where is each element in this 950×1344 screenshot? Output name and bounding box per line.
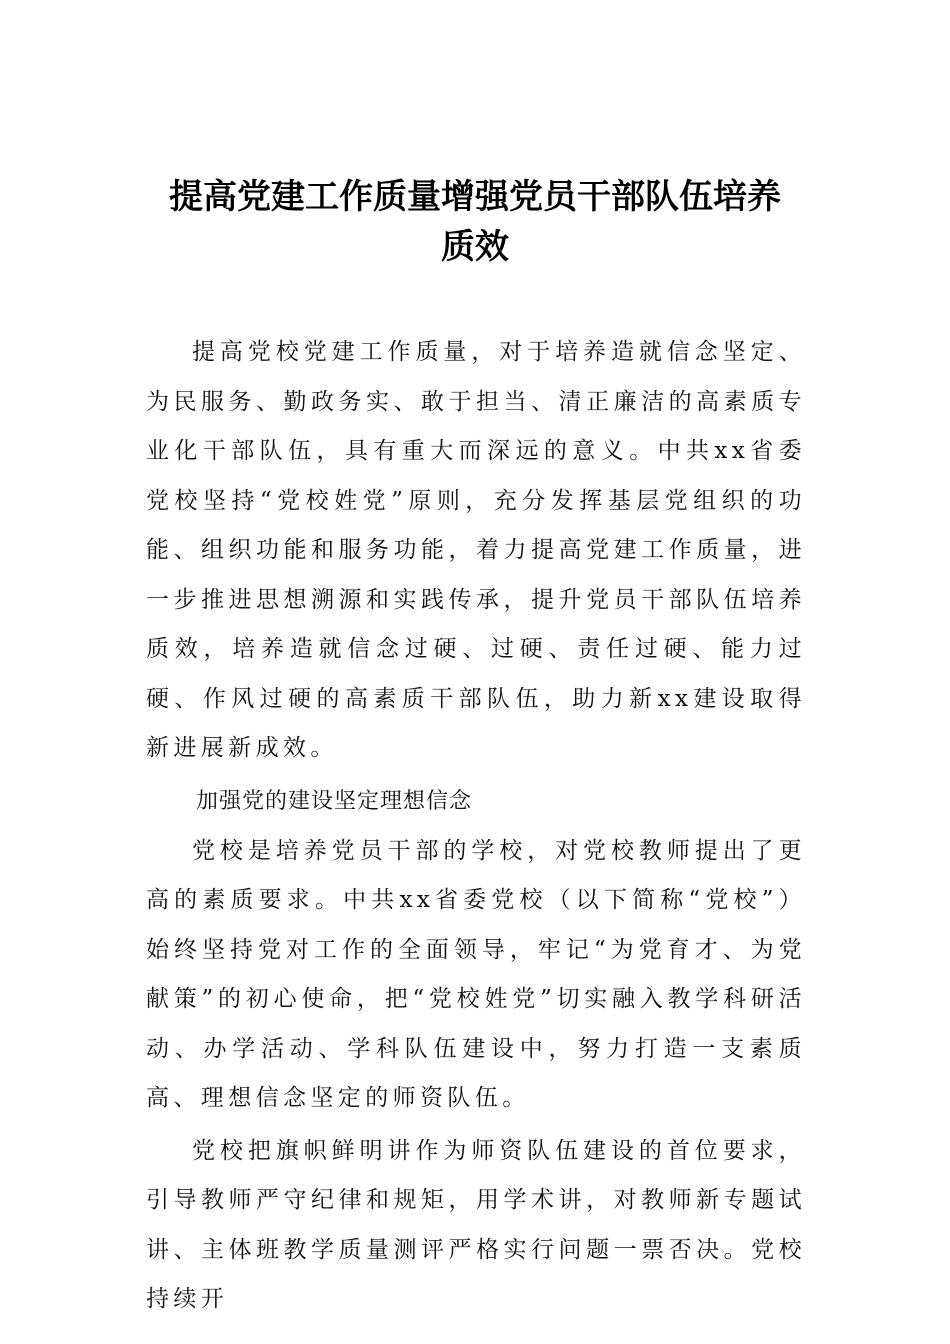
paragraph-intro: 提高党校党建工作质量，对于培养造就信念坚定、为民服务、勤政务实、敢于担当、清正廉洁的高素质专业化干部队伍，具有重大而深远的意义。中共xx省委党校坚持“党校姓党”原则，充分发挥基层党组织的功能、组织功能和服务功能，着力提高党建工作质量，进一步推进思想溯源和实践传承，提升党员干部队伍培养质效，培养造就信念过硬、过硬、责任过硬、能力过硬、作风过硬的高素质干部队伍，助力新xx建设取得新进展新成效。 [146,339,806,761]
document-title [145,172,805,272]
title-line-1: 提高党建工作质量增强党员干部队伍培养 [169,177,781,217]
title-line-2: 质效 [441,227,509,267]
document-body [146,328,806,1325]
paragraph-teacher-requirements: 党校把旗帜鲜明讲作为师资队伍建设的首位要求，引导教师严守纪律和规矩，用学术讲，对教师新专题试讲、主体班教学质量测评严格实行问题一票否决。党校持续开 [146,1137,806,1312]
paragraph-party-school: 党校是培养党员干部的学校，对党校教师提出了更高的素质要求。中共xx省委党校（以下简称“党校”）始终坚持党对工作的全面领导，牢记“为党育才、为党献策”的初心使命，把“党校姓党”切实融入教学科研活动、办学活动、学科队伍建设中，努力打造一支素质高、理想信念坚定的师资队伍。 [146,837,806,1111]
section-heading: 加强党的建设坚定理想信念 [196,788,473,814]
